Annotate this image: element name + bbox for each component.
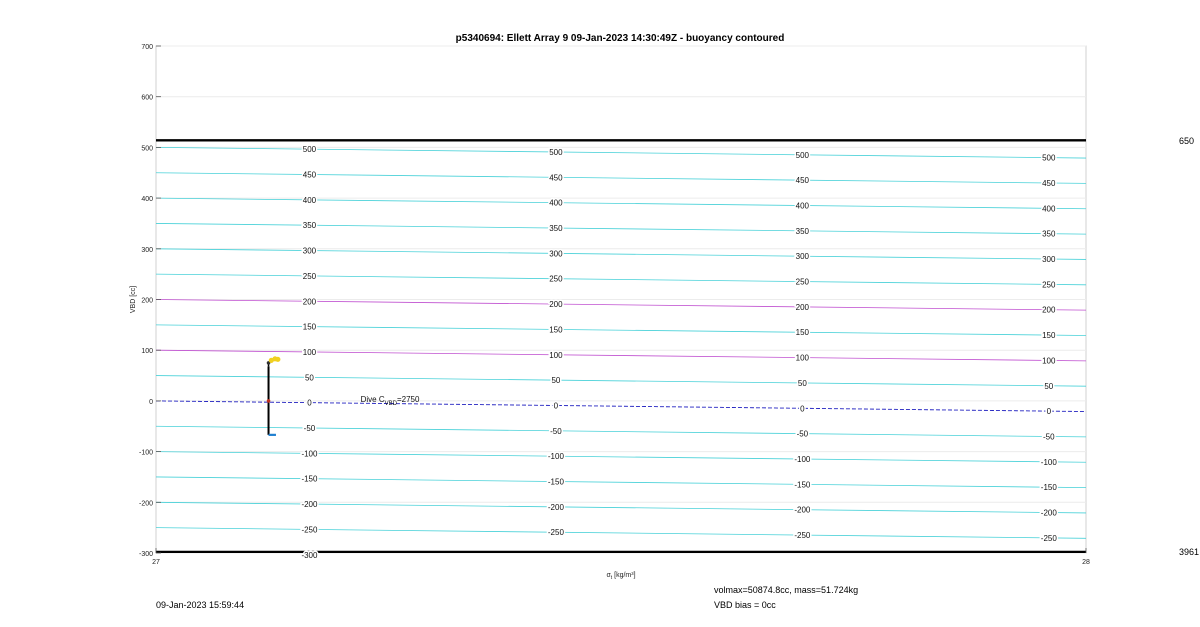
contour-label: 350: [302, 221, 317, 231]
contour-label: -250: [1040, 533, 1057, 543]
y-tick-label: 300: [141, 246, 153, 254]
contour-label: 100: [302, 347, 317, 357]
contour-label: 0: [307, 398, 312, 408]
y-tick-label: -100: [138, 449, 153, 457]
contour-label: 250: [549, 274, 563, 284]
y-tick-label: 200: [141, 297, 153, 305]
vbd-bias-text: VBD bias = 0cc: [714, 600, 776, 610]
contour-label: 150: [302, 322, 317, 332]
x-tick-label: 28: [1082, 559, 1090, 566]
contour-label: -50: [303, 424, 316, 434]
contour-label: -100: [1040, 457, 1057, 467]
x-axis-label: $\sigma_t$ [kg/m³]: [606, 572, 636, 581]
contour-label: 200: [1042, 305, 1056, 315]
contour-label: -200: [1040, 508, 1057, 518]
contour-label: 450: [549, 173, 563, 183]
chart-title: p5340694: Ellett Array 9 09-Jan-2023 14:30:49Z - buoyancy contoured: [455, 33, 785, 44]
contour-label: 50: [551, 376, 561, 386]
contour-label: 200: [302, 297, 317, 307]
contour-label: 100: [1042, 356, 1056, 366]
contour-label: -150: [1040, 483, 1057, 493]
contour-label: 450: [1042, 178, 1056, 188]
contour-label: -200: [547, 502, 564, 512]
volmax-mass-text: volmax=50874.8cc, mass=51.724kg: [714, 585, 859, 595]
dive-cvbd-annotation: Dive $C_{VBD}=2750$: [360, 394, 420, 407]
contour-label: 300: [549, 249, 563, 259]
contour-label: 150: [549, 325, 563, 335]
contour-label: 400: [302, 195, 317, 205]
contour-label: 350: [1042, 229, 1056, 239]
contour-label: 500: [549, 147, 563, 157]
contour-label: 500: [302, 145, 317, 155]
contour-label: 0: [553, 401, 559, 411]
contour-label: 400: [795, 201, 810, 211]
contour-label: -250: [547, 528, 564, 538]
contour-label: 450: [795, 176, 810, 186]
contour-label: 400: [1042, 204, 1056, 214]
contour-label: -100: [794, 454, 811, 464]
x-tick-label: 27: [152, 559, 160, 566]
contour-label: 350: [549, 224, 563, 234]
contour-label: -300: [301, 550, 318, 560]
contour-label: -50: [550, 426, 562, 436]
contour-label: -200: [301, 500, 318, 510]
contour-label: 250: [795, 277, 810, 287]
contour-label: 300: [302, 246, 317, 256]
contour-label: -200: [794, 505, 811, 515]
contour-label: 450: [302, 170, 317, 180]
contour-label: -150: [794, 480, 811, 490]
contour-label: 500: [795, 150, 810, 160]
y-axis-label: VBD [cc]: [130, 285, 137, 314]
contour-label: 0: [1046, 407, 1052, 417]
contour-label: 0: [800, 404, 805, 414]
contour-label: 100: [549, 350, 563, 360]
contour-label: 200: [795, 302, 810, 312]
contour-label: 300: [1042, 255, 1056, 265]
contour-label: -250: [301, 525, 318, 535]
right-bottom-label: 3961: [1179, 547, 1200, 557]
contour-label: -250: [794, 531, 811, 541]
contour-label: 400: [549, 198, 563, 208]
y-tick-label: -200: [138, 500, 153, 508]
y-tick-label: 700: [141, 44, 153, 51]
contour-label: 100: [795, 353, 810, 363]
contour-label: -150: [301, 474, 318, 484]
contour-label: 250: [1042, 280, 1056, 290]
contour-label: -150: [547, 477, 564, 487]
y-tick-label: 0: [149, 398, 153, 406]
contour-label: 50: [1044, 381, 1054, 391]
contour-label: 150: [795, 328, 810, 338]
y-tick-label: 400: [141, 196, 153, 204]
contour-label: -50: [796, 429, 809, 439]
contour-label: -100: [547, 452, 564, 462]
y-tick-label: 500: [141, 145, 153, 153]
start-point: [275, 357, 280, 362]
contour-label: 300: [795, 252, 810, 262]
contour-label: 200: [549, 300, 563, 310]
y-tick-label: -300: [138, 551, 153, 558]
contour-label: 500: [1042, 153, 1056, 163]
contour-label: 50: [797, 378, 807, 388]
contour-label: -100: [301, 449, 318, 459]
contour-label: 350: [795, 226, 810, 236]
contour-label: 250: [302, 271, 317, 281]
right-top-label: 650: [1179, 136, 1195, 146]
timestamp-text: 09-Jan-2023 15:59:44: [156, 600, 245, 610]
neutral-point: [267, 399, 271, 403]
contour-line: [156, 550, 1086, 564]
contour-label: 150: [1042, 331, 1056, 341]
y-tick-label: 100: [141, 348, 153, 356]
y-tick-label: 600: [141, 94, 153, 102]
contour-label: -50: [1043, 432, 1055, 442]
contour-label: 50: [304, 373, 314, 383]
